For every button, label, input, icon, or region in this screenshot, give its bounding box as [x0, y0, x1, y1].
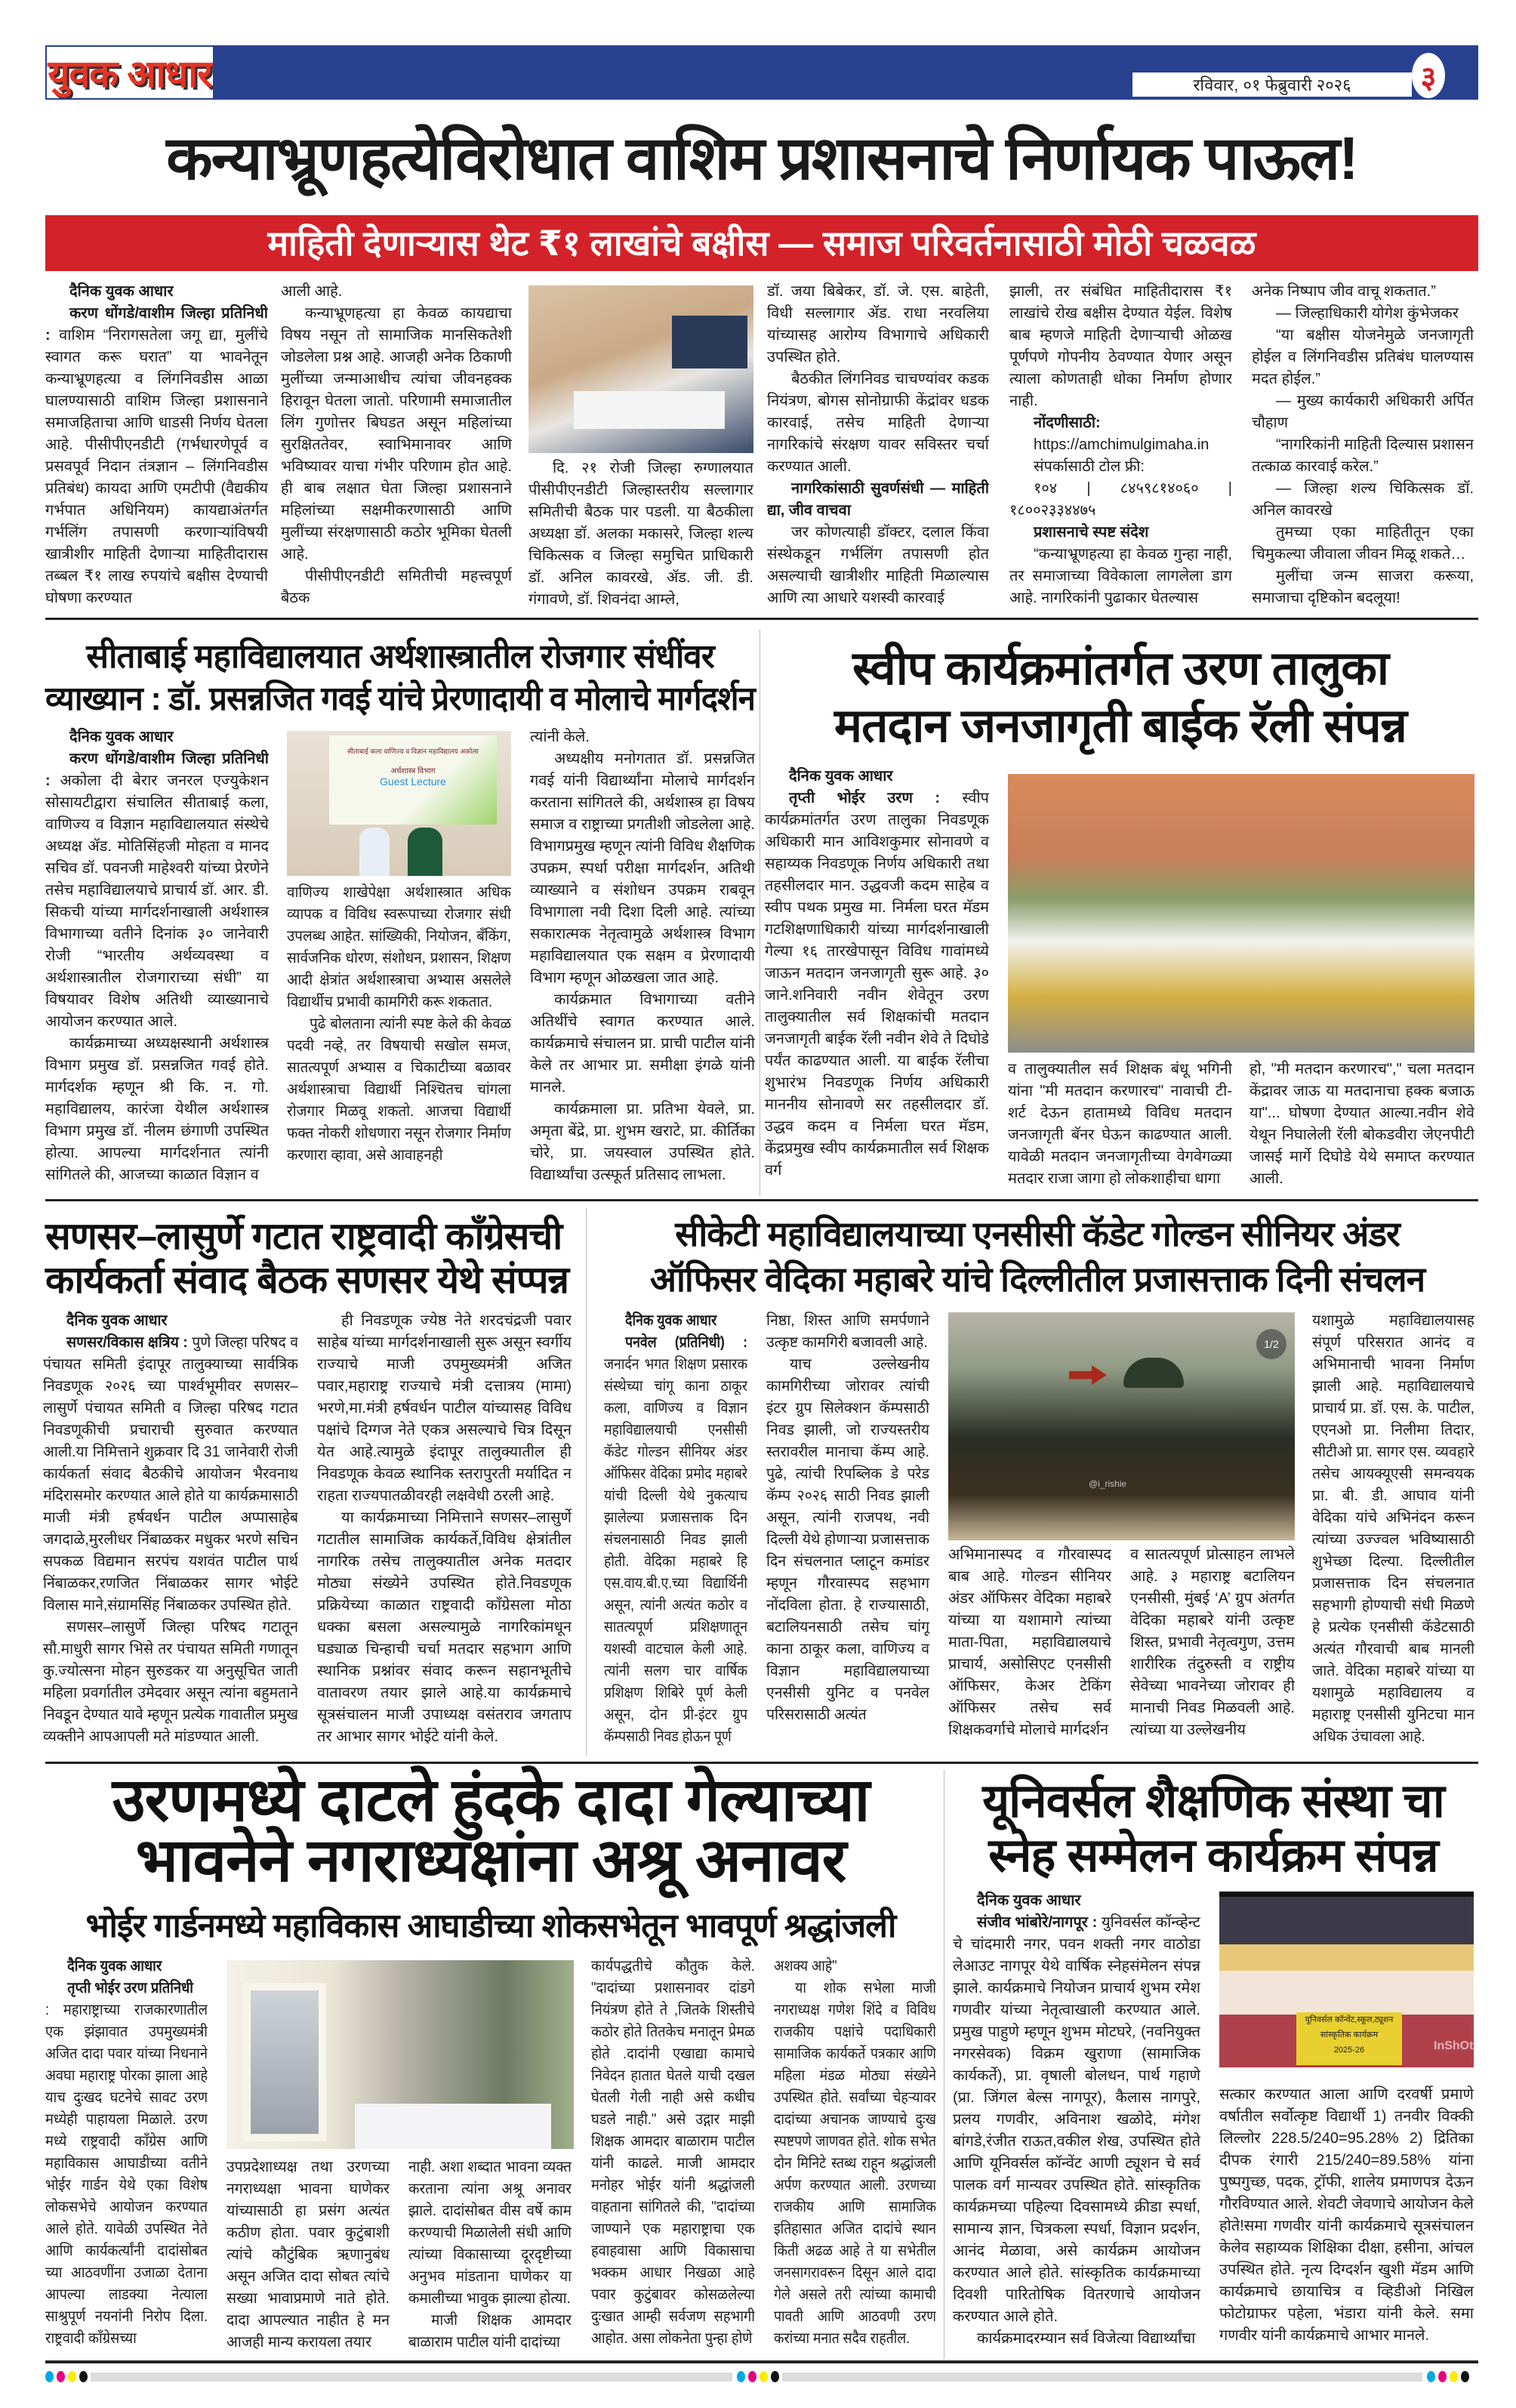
- paragraph: — जिल्हाधिकारी योगेश कुंभेजकर: [1276, 305, 1459, 322]
- paragraph-text: वाशिम “निरागसतेला जगू द्या, मुलींचे स्वागत करू घरात” या भावनेतून कन्याभ्रूणहत्या व लिंगनिवडीस आळा घालण्यासाठी वाशिम जिल्हा प्रशासनाने समाजहिताचा आणि धाडसी निर्णय घेतला आहे. पीसीपीएनडीटी (गर्भधारणेपूर्व व प्रसवपूर्व निदान तंत्रज्ञान – लिंगनिवडीस प्रतिबंध) कायदा आणि एमटीपी (वैद्यकीय गर्भपात अधिनियम) कायद्याअंतर्गत गर्भलिंग तपासणी करणाऱ्यांविषयी खात्रीशीर माहिती देणाऱ्या माहितीदारास तब्बल ₹१ लाख रुपयांचे बक्षीस देण्याची घोषणा करण्यात: [45, 327, 268, 606]
- paragraph-with-dateline: [604, 1332, 747, 1748]
- person-in-photo: [408, 828, 442, 876]
- black-dot: [771, 2371, 779, 2382]
- headline-line: स्वीप कार्यक्रमांतर्गत उरण तालुका: [852, 643, 1388, 695]
- paragraph-continued: सत्कार करण्यात आला आणि दरवर्षी प्रमाणे वर्षातील सर्वोत्कृष्ट विद्यार्थी 1) तनवीर विक्की लिल्लोर 228.5/240=95.28% 2) द्रितिका दीपक रंगारी 215/240=89.58% यांना पुष्पगुच्छ, पदक, ट्रॉफी, शालेय प्रमाणपत्र देऊन गौरविण्यात आले. शेवटी जेवणाचे आयोजन केले होते!समा गणवीर यांनी कार्यक्रमाचे सूत्रसंचालन केलेव सहाय्यक शिक्षिका दीक्षा, हसीना, आंचल उपस्थित होते. नृत्य दिग्दर्शन खुशी मॅडम आणि कार्यक्रमाचे छायाचित्र व व्हिडीओ निखिल फोटोग्राफर पहेला, भंडारा यांनी केले. समा गणवीर यांनी कार्यक्रमाचे आभार मानले.: [1219, 2086, 1474, 2344]
- paragraph: — मुख्य कार्यकारी अधिकारी अर्पित चौहाण: [1252, 393, 1474, 431]
- footer-bar: [91, 2373, 732, 2382]
- lead-headline: [45, 113, 1478, 204]
- article-column: [408, 2157, 572, 2354]
- byline-or-subheading: दैनिक युवक आधार: [66, 1312, 168, 1329]
- article-column: [45, 281, 268, 609]
- headline-line: भावनेने नगराध्यक्षांना अश्रू अनावर: [135, 1827, 846, 1894]
- cyan-dot: [1427, 2371, 1435, 2382]
- projector-screen: [329, 735, 497, 825]
- paragraph: माजी शिक्षक आमदार बाळाराम पाटील यांनी दादांच्या: [408, 2312, 572, 2351]
- paragraph-continued: व सातत्यपूर्ण प्रोत्साहन लाभले आहे. ३ महाराष्ट्र बटालियन एनसीसी, मुंबई ‘A’ ग्रुप अंतर्गत वेदिका महाबरे यांनी उत्कृष्ट शिस्त, प्रभावी नेतृत्वगुण, उत्तम शारीरिक तंदुरुस्ती व राष्ट्रीय सेवेच्या भावनेच्या जोरावर ही मानाची निवड मिळवली आहे. त्यांच्या या उल्लेखनीय: [1130, 1546, 1295, 1738]
- yellow-dot: [760, 2371, 768, 2382]
- article-column: [604, 1310, 747, 1748]
- reporter-dateline: संजीव भांबोरे/नागपूर :: [977, 1914, 1102, 1931]
- issue-date: रविवार, ०१ फेब्रुवारी २०२६: [1132, 72, 1412, 97]
- paragraph: संपर्कासाठी टोल फ्री:: [1034, 458, 1145, 475]
- lead-subheadline-banner: [45, 215, 1478, 271]
- article-column: [281, 281, 512, 609]
- annual-gathering-photo: [1219, 1892, 1474, 2067]
- headline-line: कार्यकर्ता संवाद बैठक सणसर येथे संप्पन्न: [45, 1259, 569, 1301]
- footer-divider: [45, 2360, 1478, 2363]
- paragraph: कार्यक्रमाच्या अध्यक्षस्थानी अर्थशास्त्र विभाग प्रमुख डॉ. प्रसन्नजित गवई होते. मार्गदर्शक म्हणून श्री कि. न. गो. महाविद्यालय, कारंजा येथील अर्थशास्त्र विभाग प्रमुख डॉ. नीलम छंगाणी उपस्थित होत्या. आपल्या मार्गदर्शनात त्यांनी सांगितले की, आजच्या काळात विज्ञान व: [45, 1035, 269, 1183]
- section-divider: [45, 618, 1478, 620]
- paragraph: दि. २१ रोजी जिल्हा रुग्णालयात पीसीपीएनडीटी जिल्हास्तरीय सल्लागार समितीची बैठक पार पडली. या बैठकीला अध्यक्षा डॉ. अलका मकासरे, जिल्हा शल्य चिकित्सक व जिल्हा समुचित प्राधिकारी डॉ. अनिल कावरखे, ॲड. जी. डी. गंगावणे, डॉ. शिवनंदा आम्ले,: [528, 460, 753, 608]
- table-in-photo: [355, 2104, 551, 2149]
- headline-line: सीकेटी महाविद्यालयाच्या एनसीसी कॅडेट गोल्डन सीनियर अंडर: [675, 1214, 1400, 1253]
- photo-watermark: @i_rishie: [1089, 1478, 1127, 1489]
- caption-line: यूनिवर्सल कॉन्वेंट,स्कूल,ट्यूशन: [1305, 2015, 1394, 2024]
- paragraph: मुलींचा जन्म साजरा करूया, समाजाचा दृष्टिकोन बदलूया!: [1252, 568, 1474, 606]
- byline-or-subheading: नोंदणीसाठी:: [1034, 415, 1101, 431]
- paragraph: याच उल्लेखनीय कामगिरीच्या जोरावर त्यांची इंटर ग्रुप सिलेक्शन कॅम्पसाठी निवड झाली, जो राज्यस्तरीय स्तरावरील मानाचा कॅम्प आहे. पुढे, त्यांची रिपब्लिक डे परेड कॅम्प २०२६ साठी निवड झाली असून, त्यांनी राजपथ, नवी दिल्ली येथे होणाऱ्या प्रजासत्ताक दिन संचलनात प्लाटून कमांडर म्हणून गौरवास्पद सहभाग नोंदविला होता. हे राज्यासाठी, बटालियनसाठी तसेच चांगू काना ठाकूर कला, वाणिज्य व विज्ञान महाविद्यालयाच्या एनसीसी युनिट व पनवेल परिसरासाठी अत्यंत: [766, 1356, 929, 1723]
- paragraph: तुमच्या एका माहितीतून एका चिमुकल्या जीवाला जीवन मिळू शकते…: [1252, 524, 1474, 563]
- cmyk-registration-marks: [737, 2371, 779, 2382]
- article-column: [766, 1310, 929, 1726]
- article-headline: [953, 1774, 1474, 1883]
- photo-counter-badge: 1/2: [1256, 1329, 1286, 1359]
- paragraph: सणसर–लासुर्णे जिल्हा परिषद गटातून सौ.माधुरी सागर भिसे तर पंचायत समिती गणातून कु.ज्योत्सना मोहन सुरुडकर या अनुसूचित जाती महिला प्रवर्गातील उमेदवार असून त्यांना बहुमताने निवडून देण्यात यावे म्हणून प्रत्येक गावातील प्रमुख व्यक्तीने आपआपली मते मांडण्यात आली.: [43, 1619, 298, 1745]
- headline-line: ऑफिसर वेदिका महाबरे यांचे दिल्लीतील प्रजासत्ताक दिनी संचलन: [649, 1259, 1425, 1299]
- column-divider: [586, 1208, 587, 1756]
- screen-in-photo: [672, 316, 747, 368]
- section-divider: [45, 1199, 1478, 1201]
- paragraph-text: पुणे जिल्हा परिषद व पंचायत समिती इंदापूर तालुक्याच्या सार्वत्रिक निवडणूक २०२६ च्या पार्श्वभूमीवर सणसर–लासुर्णे पंचायत समिती व जिल्हा परिषद गटात निवडणूकीची प्रचाराची सुरुवात करण्यात आली.या निमित्ताने शुक्रवार दि 31 जानेवारी रोजी कार्यकर्ता संवाद बैठकीचे आयोजन भैरवनाथ मंदिरासमोर करण्यात आले होते या कार्यक्रमासाठी माजी मंत्री हर्षवर्धन पाटील अप्पासाहेब जगदाळे,मुरलीधर निंबाळकर मधुकर भरणे सचिन सपकळ विद्यमान सरपंच यशवंत पाटील पार्थ निंबाळकर,रणजित निंबाळकर सागर भोईटे विलास माने,संग्रामसिंह निंबाळकर उपस्थित होते.: [43, 1334, 298, 1614]
- paragraph: पीसीपीएनडीटी समितीची महत्त्वपूर्ण बैठक: [281, 568, 512, 606]
- article-column: [948, 1544, 1111, 1741]
- paragraph-continued: अनेक निष्पाप जीव वाचू शकतात.”: [1252, 283, 1436, 300]
- byline-or-subheading: तृप्ती भोईर उरण प्रतिनिधी: [67, 1980, 193, 1996]
- byline-or-subheading: दैनिक युवक आधार: [67, 1958, 162, 1975]
- paragraph: १०४ | ८४५९८१४०६० | १८००२३३४४७५: [1009, 480, 1232, 519]
- paragraph: “कन्याभ्रूणहत्या हा केवळ गुन्हा नाही, तर समाजाच्या विवेकाला लागलेला डाग आहे. नागरिकांनी पुढाकार घेतल्यास: [1009, 546, 1232, 606]
- article-headline: [45, 1766, 936, 1894]
- paragraph: कार्यक्रमाला प्रा. प्रतिभा येवले, प्रा. अमृता बेंद्रे, प्रा. शुभम खराटे, प्रा. कीर्तिका चोरे, प्रा. जयस्वाल उपस्थित होते. विद्यार्थ्यांचा उत्स्फूर्त प्रतिसाद लाभला.: [530, 1101, 755, 1183]
- beret-in-photo: [1123, 1358, 1184, 1388]
- paragraph-continued: निष्ठा, शिस्त आणि समर्पणाने उत्कृष्ट कामगिरी बजावली आहे.: [766, 1312, 929, 1351]
- paragraph-continued: डॉ. जया बिबेकर, डॉ. जे. एस. बाहेती, विधी सल्लागार ॲड. राधा नरवलिया यांच्यासह आरोग्य विभागाचे अधिकारी उपस्थित होते.: [767, 283, 989, 365]
- reporter-dateline: करण धोंगडे/वाशीम जिल्हा प्रतिनिधी :: [45, 751, 269, 789]
- article-headline: [767, 640, 1474, 755]
- article-subheadline: [45, 1904, 936, 1948]
- article-column: [45, 1956, 208, 2350]
- article-column: [1252, 281, 1474, 609]
- article-column: [287, 882, 511, 1167]
- guest-lecture-photo: [287, 731, 511, 876]
- black-dot: [1461, 2371, 1469, 2382]
- yellow-dot: [68, 2371, 76, 2382]
- paragraph: — जिल्हा शल्य चिकित्सक डॉ. अनिल कावरखे: [1252, 480, 1474, 519]
- paragraph-continued: यशामुळे महाविद्यालयासह संपूर्ण परिसरात आनंद व अभिमानाची भावना निर्माण झाली आहे. महाविद्यालयाचे प्राचार्य प्रा. डॉ. एस. के. पाटील, एएनओ प्रा. निलीमा तिदार, सीटीओ प्रा. सागर एस. व्यवहारे तसेच आयक्यूएसी समन्वयक प्रा. बी. डी. आघाव यांनी वेदिका यांचे अभिनंदन करून त्यांच्या उज्ज्वल भविष्यासाठी शुभेच्छा दिल्या. दिल्लीतील प्रजासत्ताक दिन संचलनात सहभागी होण्याची संधी मिळणे हे प्रत्येक एनसीसी कॅडेटसाठी अत्यंत गौरवाची बाब मानली जाते. वेदिका महाबरे यांच्या या यशामुळे महाविद्यालय व महाराष्ट्र एनसीसी युनिटचा मान अधिक उंचावला आहे.: [1312, 1312, 1474, 1745]
- photo-caption-column: [528, 458, 753, 611]
- paragraph: बैठकीत लिंगनिवड चाचण्यांवर कडक नियंत्रण, बोगस सोनोग्राफी केंद्रांवर धडक कारवाई, तसेच माहिती देणाऱ्या नागरिकांचे संरक्षण यावर सविस्तर चर्चा करण्यात आली.: [767, 371, 989, 475]
- caption-line: 2025-26: [1333, 2046, 1365, 2055]
- person-in-photo: [359, 828, 390, 876]
- byline-or-subheading: दैनिक युवक आधार: [625, 1312, 717, 1329]
- tribute-meeting-photo: [226, 1960, 574, 2149]
- paragraph-continued: त्यांनी केले.: [530, 729, 590, 745]
- photo-watermark: InShOt: [1434, 2040, 1474, 2052]
- meeting-photo: [528, 285, 753, 453]
- paragraph: कन्याभ्रूणहत्या हा केवळ कायद्याचा विषय नसून तो सामाजिक मानसिकतेशी जोडलेला प्रश्न आहे. आजही अनेक ठिकाणी मुलींच्या जन्माआधीच त्यांचा जीवनहक्क हिरावून घेतला जातो. परिणामी समाजातील लिंग गुणोत्तर बिघडत असून महिलांच्या सुरक्षिततेवर, स्वाभिमानावर आणि भविष्यावर याचा गंभीर परिणाम होत आहे. ही बाब लक्षात घेता जिल्हा प्रशासनाने महिलांच्या सक्षमीकरणासाठी आणि मुलींच्या संरक्षणासाठी कठोर भूमिका घेतली आहे.: [281, 305, 512, 563]
- byline-or-subheading: दैनिक युवक आधार: [69, 283, 174, 300]
- portrait-frame-in-photo: [243, 1983, 326, 2141]
- screen-text: Guest Lecture: [380, 775, 446, 788]
- headline-line: मतदान जनजागृती बाईक रॅली संपन्न: [834, 700, 1407, 752]
- caption-line: सांस्कृतिक कार्यक्रम: [1320, 2030, 1379, 2040]
- reporter-dateline: करण धोंगडे/वाशीम जिल्हा प्रतिनिधी :: [45, 305, 268, 344]
- byline-or-subheading: प्रशासनाचे स्पष्ट संदेश: [1034, 524, 1149, 541]
- paragraph-continued: नाही. अशा शब्दात भावना व्यक्त करताना त्यांना अश्रू अनावर झाले. दादांसोबत वीस वर्षे काम करण्याची मिळालेली संधी आणि त्यांच्या विकासाच्या दूरदृष्टीच्या अनुभव मांडताना घाणेकर या कमालीच्या भावुक झाल्या होत्या.: [408, 2159, 572, 2307]
- lead-headline-text: कन्याभ्रूणहत्येविरोधात वाशिम प्रशासनाचे निर्णायक पाऊल!: [166, 125, 1357, 192]
- reporter-dateline: पनवेल (प्रतिनिधी) :: [625, 1334, 747, 1351]
- article-column: [591, 1956, 755, 2350]
- paragraph-with-dateline: [765, 788, 989, 1182]
- article-column: [1130, 1544, 1295, 1741]
- section-divider: [45, 1762, 1478, 1764]
- paragraph-with-dateline: [45, 748, 269, 1033]
- paragraph: “नागरिकांनी माहिती दिल्यास प्रशासन तत्काळ कारवाई करेल.”: [1252, 436, 1474, 475]
- article-column: [1312, 1310, 1474, 1748]
- article-column: [45, 726, 269, 1186]
- article-column: [774, 1956, 936, 2350]
- photo-caption-overlay: [1296, 2012, 1402, 2065]
- article-headline: [45, 1214, 574, 1302]
- paragraph-continued: : महाराष्ट्राच्या राजकारणातील एक झंझावात उपमुख्यमंत्री अजित दादा पवार यांच्या निधनाने अवघा महाराष्ट्र पोरका झाला आहे याच दुःखद घटनेचे सावट उरण मध्येही पाहायला मिळाले. उरण मध्ये राष्ट्रवादी काँग्रेस आणि महाविकास आघाडीच्या वतीने भोईर गार्डन येथे एका विशेष लोकसभेचे आयोजन करण्यात आले होते. यावेळी उपस्थित नेते आणि कार्यकर्त्यांनी दादांसोबत च्या आठवणींना उजाळा देताना आपल्या लाडक्या नेत्याला साश्रुपूर्ण नयनांनी निरोप दिला. राष्ट्रवादी काँग्रेसच्या: [45, 2002, 208, 2347]
- paragraph: अध्यक्षीय मनोगतात डॉ. प्रसन्नजित गवई यांनी विद्यार्थ्यांना मोलाचे मार्गदर्शन करताना सांगितले की, अर्थशास्त्र हा विषय समाज व राष्ट्राच्या प्रगतीशी जोडलेला आहे. विभागप्रमुख म्हणून त्यांनी विविध शैक्षणिक उपक्रम, स्पर्धा परीक्षा मार्गदर्शन, अतिथी व्याख्याने व संशोधन उपक्रम राबवून विभागाला नवी दिशा दिली आहे. त्यांच्या सकारात्मक नेतृत्वामुळे अर्थशास्त्र विभाग महाविद्यालयात एक सक्षम व प्रेरणादायी विभाग म्हणून ओळखला जात आहे.: [530, 751, 755, 986]
- headline-line: स्नेह सम्मेलन कार्यक्रम संपन्न: [988, 1830, 1438, 1882]
- banner-text: माहिती देणाऱ्यास थेट ₹१ लाखांचे बक्षीस — समाज परिवर्तनासाठी मोठी चळवळ: [267, 224, 1256, 263]
- paragraph: ही निवडणूक ज्येष्ठ नेते शरदचंद्रजी पवार साहेब यांच्या मार्गदर्शनाखाली सुरू असून स्वर्गीय राज्याचे माजी उपमुख्यमंत्री अजित पवार,महाराष्ट्र राज्याचे मंत्री दत्तात्रय (मामा) भरणे,मा.मंत्री हर्षवर्धन पाटील यांच्यासह विविध पक्षांचे दिग्गज नेते एकत्र असल्याचे चित्र दिसून येत आहे.त्यामुळे इंदापूर तालुक्यातील ही निवडणूक केवळ स्थानिक स्तरापुरती मर्यादित न राहता राज्यपातळीवरही लक्षवेधी ठरली आहे.: [317, 1312, 572, 1504]
- article-column: [1008, 1059, 1232, 1190]
- paragraph-continued: अभिमानास्पद व गौरवास्पद बाब आहे. गोल्डन सीनियर अंडर ऑफिसर वेदिका महाबरे यांच्या या यशामागे त्यांच्या माता-पिता, महाविद्यालयाचे प्राचार्य, असोसिएट एनसीसी ऑफिसर, केअर टेकिंग ऑफिसर तसेच सर्व शिक्षकवर्गाचे मोलाचे मार्गदर्शन: [948, 1546, 1111, 1738]
- paragraph-with-dateline: [45, 303, 268, 609]
- page-number: ३: [1412, 53, 1445, 98]
- arrow-icon: [1069, 1365, 1107, 1385]
- magenta-dot: [748, 2371, 756, 2382]
- headline-line: व्याख्यान : डॉ. प्रसन्नजित गवई यांचे प्रेरणादायी व मोलाचे मार्गदर्शन: [45, 680, 755, 717]
- article-column: [43, 1310, 298, 1748]
- headline-line: उरणमध्ये दाटले हुंदके दादा गेल्याच्या: [112, 1766, 870, 1833]
- article-headline: [596, 1211, 1478, 1302]
- paragraph-continued: हो, "मी मतदान करणारच"," चला मतदान केंद्रावर जाऊ या मतदानाचा हक्क बजाऊ या"... घोषणा देण्यात आल्या.नवीन शेवे येथून निघालेली रॅली बोकडवीरा जेएनपीटी जासई मार्गे दिघोडे येथे समाप्त करण्यात आली.: [1249, 1061, 1474, 1187]
- article-column: [1219, 2084, 1474, 2347]
- bike-rally-teachers-photo: [1008, 774, 1474, 1053]
- cyan-dot: [737, 2371, 745, 2382]
- paragraph-text: अकोला दी बेरार जनरल एज्युकेशन सोसायटीद्वारा संचालित सीताबाई कला, वाणिज्य व विज्ञान महाविद्यालयात संस्थेचे अध्यक्ष ॲड. मोतिसिंहजी मोहता व मानद सचिव डॉ. पवनजी माहेश्वरी यांच्या प्रेरणेने तसेच महाविद्यालयाचे प्राचार्य डॉ. आर. डी. सिकची यांच्या मार्गदर्शनाखाली अर्थशास्त्र विभागाच्या वतीने दिनांक ३० जानेवारी रोजी “भारतीय अर्थव्यवस्था व अर्थशास्त्रातील रोजगाराच्या संधी” या विषयावर विशेष अतिथी व्याख्यानाचे आयोजन करण्यात आले.: [45, 772, 269, 1030]
- article-column: [1249, 1059, 1474, 1190]
- table-in-photo: [574, 391, 725, 429]
- black-dot: [79, 2371, 88, 2382]
- cyan-dot: [45, 2371, 54, 2382]
- magenta-dot: [1438, 2371, 1447, 2382]
- article-column: [226, 2157, 390, 2354]
- paragraph: https://amchimulgimaha.in: [1034, 436, 1209, 453]
- newspaper-logo: युवक आधार: [47, 47, 213, 98]
- paragraph-continued: आली आहे.: [281, 283, 343, 300]
- reporter-dateline: सणसर/विकास क्षत्रिय :: [66, 1334, 193, 1351]
- article-column: [1009, 281, 1232, 609]
- article-column: [530, 726, 755, 1186]
- paragraph-continued: कार्यपद्धतीचे कौतुक केले. "दादांच्या प्रशासनावर दांडगे नियंत्रण होते ते ,जितके शिस्तीचे कठोर होते तितकेच मनातून प्रेमळ होते .दादांनी एखाद्या कामाचे निवेदन हातात घेतले याची दखल घेतली गेली नाही असे कधीच घडले नाही." असे उद्गार माझी शिक्षक आमदार बाळाराम पाटील यांनी काढले. माजी आमदार मनोहर भोईर यांनी श्रद्धांजली वाहताना सांगितले की, "दादांच्या जाण्याने एक महाराष्ट्राचा एक हवाहवासा आणि विकासाचा भक्कम आधार निखळा आहे पवार कुटुंबावर कोसळलेल्या दुःखात आम्ही सर्वजण सहभागी आहोत. असा लोकनेता पुन्हा होणे: [591, 1958, 755, 2347]
- headline-line: सणसर–लासुर्णे गटात राष्ट्रवादी काँग्रेसची: [45, 1215, 562, 1257]
- byline-or-subheading: दैनिक युवक आधार: [789, 768, 893, 785]
- paragraph-with-dateline: [953, 1912, 1200, 2328]
- article-column: [767, 281, 989, 609]
- paragraph-continued: झाली, तर संबंधित माहितीदारास ₹१ लाखांचे रोख बक्षीस देण्यात येईल. विशेष बाब म्हणजे माहिती देणाऱ्याची ओळख पूर्णपणे गोपनीय ठेवण्यात येणार असून त्याला कोणताही धोका निर्माण होणार नाही.: [1009, 283, 1232, 409]
- paragraph: या कार्यक्रमाच्या निमित्ताने सणसर–लासुर्णे गटातील सामाजिक कार्यकर्ते,विविध क्षेत्रांतील नागरिक तसेच तालुक्यातील अनेक मतदार मोठ्या संख्येने उपस्थित होते.निवडणूक प्रक्रियेच्या काळात राष्ट्रवादी काँग्रेसला मोठा धक्का बसला असल्यामुळे नागरिकांमधून घड्याळ चिन्हाची चर्चा मतदार सहभाग आणि स्थानिक प्रश्नांवर संवाद करून सहानभूतीचे वातावरण तयार झाले आहे.या कार्यक्रमाचे सूत्रसंचालन माजी उपाध्यक्ष वसंतराव जगताप तर आभार सागर भोईटे यांनी केले.: [317, 1509, 572, 1745]
- paragraph: “या बक्षीस योजनेमुळे जनजागृती होईल व लिंगनिवडीस प्रतिबंध घालण्यास मदत होईल.”: [1252, 327, 1474, 387]
- paragraph-text: जनार्दन भगत शिक्षण प्रसारक संस्थेच्या चांगू काना ठाकूर कला, वाणिज्य व विज्ञान महाविद्यालयाची एनसीसी कॅडेट गोल्डन सीनियर अंडर ऑफिसर वेदिका प्रमोद महाबरे यांची दिल्ली येथे नुकत्याच झालेल्या प्रजासत्ताक दिन संचलनासाठी निवड झाली होती. वेदिका महाबरे हि एस.वाय.बी.ए.च्या विद्यार्थिनी असून, त्यांनी अत्यंत कठोर व सातत्यपूर्ण प्रशिक्षणातून यशस्वी वाटचाल केली आहे. त्यांनी सलग चार वार्षिक प्रशिक्षण शिबिरे पूर्ण केली असून, दोन प्री-इंटर ग्रुप कॅम्पसाठी निवड होऊन पूर्ण: [604, 1356, 747, 1745]
- paragraph-continued: व तालुक्यातील सर्व शिक्षक बंधू भगिनी यांना "मी मतदान करणारच" नावाची टी-शर्ट देऊन हातामध्ये विविध मतदान जनजागृती बॅनर घेऊन काढण्यात आली. यावेळी मतदान जनजागृतीच्या वेगवेगळ्या मतदार राजा जागा हो लोकशाहीचा धागा: [1008, 1061, 1232, 1187]
- paragraph-continued: उपप्रदेशाध्यक्ष तथा उरणच्या नगराध्यक्षा भावना घाणेकर यांच्यासाठी हा प्रसंग अत्यंत कठीण होता. पवार कुटुंबाशी त्यांचे कौटुंबिक ऋणानुबंध असून अजित दादा सोबत त्यांचे सख्या भावाप्रमाणे नाते होते. दादा आपल्यात नाहीत हे मन आजही मान्य करायला तयार: [226, 2159, 390, 2351]
- paragraph: कार्यक्रमादरम्यान सर्व विजेत्या विद्यार्थ्यांचा: [977, 2330, 1196, 2347]
- article-column: [765, 766, 989, 1182]
- byline-or-subheading: नागरिकांसाठी सुवर्णसंधी — माहिती द्या, जीव वाचवा: [767, 480, 989, 519]
- yellow-dot: [1450, 2371, 1458, 2382]
- paragraph-continued: अशक्य आहे": [774, 1958, 837, 1975]
- subheadline-text: भोईर गार्डनमध्ये महाविकास आघाडीच्या शोकसभेतून भावपूर्ण श्रद्धांजली: [85, 1907, 896, 1944]
- magenta-dot: [57, 2371, 65, 2382]
- article-column: [317, 1310, 572, 1748]
- paragraph-continued: वाणिज्य शाखेपेक्षा अर्थशास्त्रात अधिक व्यापक व विविध स्वरूपाच्या रोजगार संधी उपलब्ध आहेत. सांख्यिकी, नियोजन, बँकिंग, सार्वजनिक धोरण, संशोधन, प्रशासन, शिक्षण आदी क्षेत्रांत अर्थशास्त्राचा अभ्यास असलेले विद्यार्थीच प्रभावी कामगिरी करू शकतात.: [287, 884, 511, 1010]
- paragraph: कार्यक्रमात विभागाच्या वतीने अतिथींचे स्वागत करण्यात आले. कार्यक्रमाचे संचालन प्रा. प्राची पाटील यांनी केले तर आभार प्रा. समीक्षा इंगळे यांनी मानले.: [530, 991, 755, 1096]
- headline-line: यूनिवर्सल शैक्षणिक संस्था चा: [982, 1775, 1444, 1827]
- ncc-cadet-parade-photo: [948, 1312, 1295, 1540]
- screen-text: सीताबाई कला वाणिज्य व विज्ञान महाविद्यालय अकोला: [347, 748, 479, 755]
- paragraph: पुढे बोलताना त्यांनी स्पष्ट केले की केवळ पदवी नव्हे, तर विषयाची सखोल समज, सातत्यपूर्ण अभ्यास व चिकाटीच्या बळावर अर्थशास्त्राचा विद्यार्थी निश्चितच चांगला रोजगार मिळवू शकतो. आजचा विद्यार्थी फक्त नोकरी शोधणारा नसून रोजगार निर्माण करणारा व्हावा, असे आवाहनही: [287, 1016, 511, 1164]
- screen-text: अर्थशास्त्र विभाग: [390, 767, 436, 775]
- byline-or-subheading: दैनिक युवक आधार: [69, 729, 174, 745]
- paragraph: या शोक सभेला माजी नगराध्यक्ष गणेश शिंदे व विविध राजकीय पक्षांचे पदाधिकारी सामाजिक कार्यकर्ते पत्रकार आणि महिला मंडळ मोठ्या संख्येने उपस्थित होते. सर्वांच्या चेहऱ्यावर दादांच्या अचानक जाण्याचे दुःख स्पष्टपणे जाणवत होते. शोक सभेत दोन मिनिटे स्तब्ध राहून श्रद्धांजली अर्पण करण्यात आली. उरणच्या राजकीय आणि सामाजिक इतिहासात अजित दादांचे स्थान किती अढळ आहे ते या सभेतील जनसागरावरून दिसून आले दादा गेले असले तरी त्यांच्या कामाची पावती आणि आठवणी उरण करांच्या मनात सदैव राहतील.: [774, 1980, 936, 2347]
- article-column: [953, 1890, 1200, 2350]
- paragraph: जर कोणत्याही डॉक्टर, दलाल किंवा संस्थेकडून गर्भलिंग तपासणी होत असल्याची खात्रीशीर माहिती मिळाल्यास आणि त्या आधारे यशस्वी कारवाई: [767, 524, 989, 606]
- footer-bar: [782, 2373, 1422, 2382]
- cmyk-registration-marks: [45, 2371, 88, 2382]
- headline-line: सीताबाई महाविद्यालयात अर्थशास्त्रातील रोजगार संधींवर: [86, 638, 714, 675]
- paragraph-text: स्वीप कार्यक्रमांतर्गत उरण तालुका निवडणूक अधिकारी मान आविशकुमार सोनावणे व सहाय्यक निवडणूक निर्णय अधिकारी तथा तहसीलदार मान. उद्धवजी कदम साहेब व स्वीप पथक प्रमुख मा. निर्मला घरत मॅडम गटशिक्षणाधिकारी यांच्या मार्गदर्शनाखाली गेल्या १६ तारखेपासून विविध गावांमध्ये जाऊन मतदान जनजागृती सुरू आहे. ३० जाने.शनिवारी नवीन शेवेतून उरण तालुक्यातील सर्व शिक्षकांची मतदान जनजागृती बाईक रॅली नवीन शेवे ते दिघोडे पर्यंत काढण्यात आली. या बाईक रॅलीचा शुभारंभ निवडणूक निर्णय अधिकारी माननीय सोनावणे सर तहसीलदार डॉ. उद्धव कदम व निर्मला घरत मॅडम, केंद्रप्रमुख स्वीप कार्यक्रमातील सर्व शिक्षक वर्ग: [765, 790, 989, 1179]
- byline-or-subheading: दैनिक युवक आधार: [977, 1892, 1081, 1909]
- reporter-dateline: तृप्ती भोईर उरण :: [789, 790, 963, 806]
- paragraph-text: युनिवर्सल कॉन्व्हेन्ट चे चांदमारी नगर, पवन शक्ती नगर वाठोडा लेआउट नागपूर येथे वार्षिक स्नेहसंमेलन संपन्न झाले. कार्यक्रमाचे नियोजन प्राचार्य शुभम रमेश गणवीर यांच्या नेतृत्वाखाली करण्यात आले. प्रमुख पाहुणे म्हणून शुभम मोटघरे, (नवनियुक्त नगरसेवक) विक्रम खुराणा (सामाजिक कार्यकर्ते), प्रा. वृषाली बोलधन, पार्थ गहाणे (प्रा. जिंगल बेल्स नागपूर), कैलास नागपुरे, प्रलय गणवीर, अविनाश खळोदे, मंगेश बांगडे,रंजीत राऊत,वकील शेख, उपस्थित होते आणि यूनिवर्सल कॉन्वेंट आणी ट्यूशन चे सर्व पालक वर्ग मान्यवर उपस्थित होते. सांस्कृतिक कार्यक्रमच्या पहिल्या दिवसामध्ये क्रीडा स्पर्धा, सामान्य ज्ञान, चित्रकला स्पर्धा, विज्ञान प्रदर्शन, आनंद मेळावा, असे कार्यक्रम आयोजन करण्यात आले होते. सांस्कृतिक कार्यक्रमाच्या दिवशी पारितोषिक वितरणाचे आयोजन करण्यात आले होते.: [953, 1914, 1200, 2325]
- article-headline: [45, 636, 755, 720]
- paragraph-with-dateline: [43, 1332, 298, 1617]
- cmyk-registration-marks: [1427, 2371, 1469, 2382]
